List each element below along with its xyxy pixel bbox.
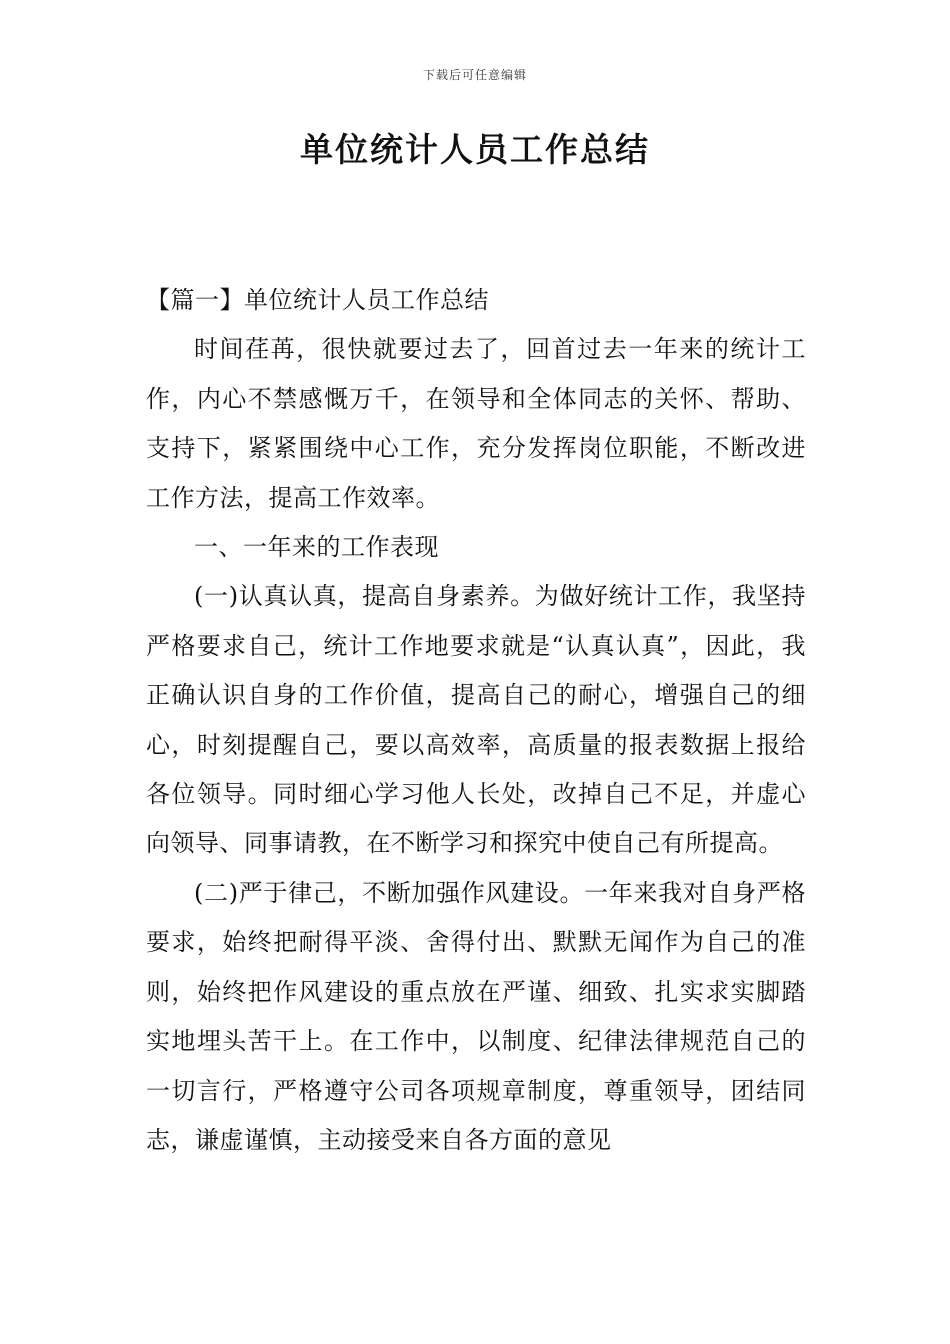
subsection-heading: 一、一年来的工作表现 [194, 533, 439, 562]
document-body [146, 276, 806, 1165]
header-note: 下载后可任意编辑 [422, 68, 527, 82]
document-title: 单位统计人员工作总结 [300, 130, 650, 169]
paragraph: 时间荏苒，很快就要过去了，回首过去一年来的统计工作，内心不禁感慨万千，在领导和全体同志的关怀、帮助、支持下，紧紧围绕中心工作，充分发挥岗位职能，不断改进工作方法，提高工作效率。 [146, 335, 806, 512]
section-heading: 【篇一】单位统计人员工作总结 [146, 286, 489, 314]
paragraph: (一)认真认真，提高自身素养。为做好统计工作，我坚持严格要求自己，统计工作地要求就是“认真认真”，因此，我正确认识自身的工作价值，提高自己的耐心，增强自己的细心，时刻提醒自己，要以高效率，高质量的报表数据上报给各位领导。同时细心学习他人长处，改掉自己不足，并虚心向领导、同事请教，在不断学习和探究中使自己有所提高。 [146, 582, 806, 858]
paragraph: (二)严于律己，不断加强作风建设。一年来我对自身严格要求，始终把耐得平淡、舍得付出、默默无闻作为自己的准则，始终把作风建设的重点放在严谨、细致、扎实求实脚踏实地埋头苦干上。在工作中，以制度、纪律法律规范自己的一切言行，严格遵守公司各项规章制度，尊重领导，团结同志，谦虚谨慎，主动接受来自各方面的意见 [146, 878, 806, 1154]
